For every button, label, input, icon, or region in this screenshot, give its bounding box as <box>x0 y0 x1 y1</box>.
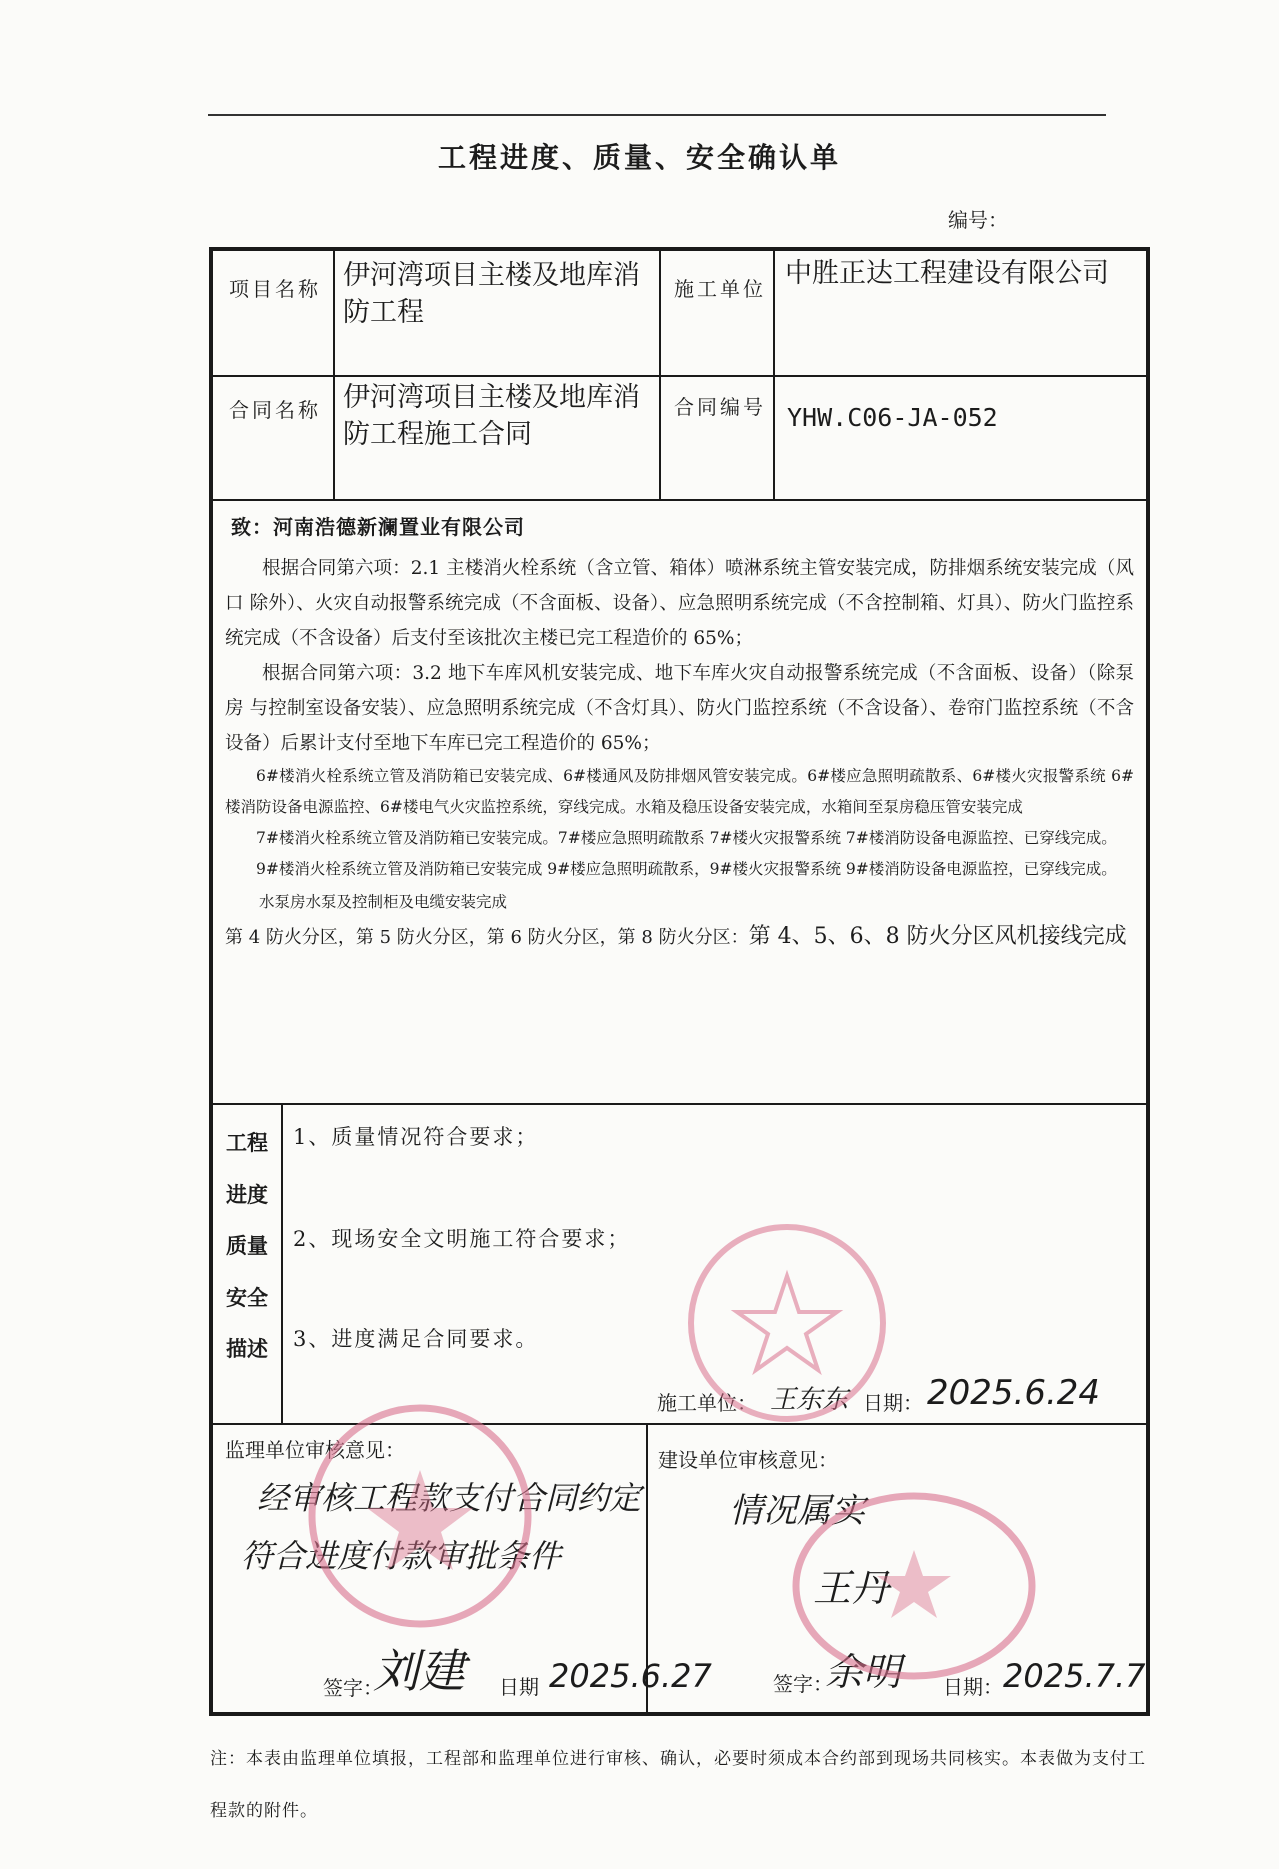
progress-item: 3、进度满足合同要求。 <box>293 1327 539 1351</box>
owner-sign-label: 签字： <box>773 1672 833 1696</box>
contractor-date-label: 日期： <box>863 1391 923 1415</box>
top-rule <box>208 114 1106 116</box>
document-title: 工程进度、质量、安全确认单 <box>437 141 841 174</box>
contract-number-label: 合同编号 <box>674 395 766 419</box>
description-label-char: 安全 <box>226 1284 268 1310</box>
contractor-sign-label: 施工单位： <box>657 1391 757 1415</box>
owner-opinion-label: 建设单位审核意见： <box>658 1448 838 1472</box>
fire-zone-fan-wiring: 第 4、5、6、8 防火分区风机接线完成 <box>748 924 1127 949</box>
grid-line <box>213 375 1146 377</box>
contract-number-value: YHW.C06-JA-052 <box>787 403 998 432</box>
clause-3-2-paragraph: 根据合同第六项：3.2 地下车库风机安装完成、地下车库火灾自动报警系统完成（不含面板、设备）（除泵房 与控制室设备安装）、应急照明系统完成（不含灯具）、防火门监控系统（不含设备）、卷帘门监控系统（不含设备）后累计支付至地下车库已完工程造价的 65%； <box>225 663 1134 754</box>
supervisor-date: 2025.6.27 <box>549 1657 712 1695</box>
description-label-char: 工程 <box>226 1130 268 1155</box>
grid-line <box>213 1103 1146 1105</box>
owner-comment: 情况属实 <box>729 1491 865 1531</box>
contract-name-label: 合同名称 <box>229 398 321 422</box>
contractor-date: 2025.6.24 <box>927 1373 1101 1413</box>
grid-line <box>213 499 1146 501</box>
safety-item: 2、现场安全文明施工符合要求； <box>293 1227 631 1251</box>
owner-signature: 余明 <box>825 1650 902 1694</box>
contractor-value: 中胜正达工程建设有限公司 <box>785 258 1109 289</box>
grid-line <box>659 251 661 499</box>
contract-name-value: 伊河湾项目主楼及地库消防工程施工合同 <box>343 382 640 450</box>
footer-note: 注：本表由监理单位填报，工程部和监理单位进行审核、确认，必要时须成本合约部到现场共同核实。本表做为支付工程款的附件。 <box>210 1749 1146 1821</box>
supervisor-sign-label: 签字： <box>323 1676 383 1700</box>
contractor-label: 施工单位 <box>674 277 766 301</box>
fire-zone-list: 第 4 防火分区，第 5 防火分区，第 6 防火分区，第 8 防火分区： <box>225 927 749 948</box>
description-label-char: 进度 <box>226 1181 268 1207</box>
progress-statement <box>225 551 1134 954</box>
building-6-paragraph: 6#楼消火栓系统立管及消防箱已安装完成、6#楼通风及防排烟风管安装完成。6#楼应急照明疏散系、6#楼火灾报警系统 6#楼消防设备电源监控、6#楼电气火灾监控系统，穿线完成。水箱及稳压设备安装完成，水箱间至泵房稳压管安装完成 <box>225 767 1134 816</box>
quality-item: 1、质量情况符合要求； <box>293 1125 539 1149</box>
supervisor-date-label: 日期 <box>499 1675 539 1699</box>
supervisor-comment-line: 符合进度付款审批条件 <box>241 1537 562 1575</box>
serial-number-label: 编号： <box>948 208 1008 232</box>
addressee: 致：河南浩德新澜置业有限公司 <box>231 515 525 539</box>
grid-line <box>213 1423 1146 1425</box>
building-9-paragraph: 9#楼消火栓系统立管及消防箱已安装完成 9#楼应急照明疏散系，9#楼火灾报警系统 9#楼消防设备电源监控，已穿线完成。 <box>256 860 1117 878</box>
project-name-label: 项目名称 <box>229 277 321 301</box>
owner-date: 2025.7.7 <box>1003 1657 1146 1695</box>
grid-line <box>333 251 335 499</box>
description-label-char: 质量 <box>226 1233 268 1258</box>
description-label <box>225 1117 269 1375</box>
pump-room-paragraph: 水泵房水泵及控制柜及电缆安装完成 <box>259 893 508 911</box>
owner-date-label: 日期： <box>943 1675 1003 1699</box>
supervisor-opinion-label: 监理单位审核意见： <box>225 1438 405 1462</box>
contractor-signature: 王东东 <box>770 1385 849 1415</box>
clause-2-1-paragraph: 根据合同第六项：2.1 主楼消火栓系统（含立管、箱体）喷淋系统主管安装完成，防排烟系统安装完成（风口 除外）、火灾自动报警系统完成（不含面板、设备）、应急照明系统完成（不含控制箱、灯具）、防火门监控系统完成（不含设备）后支付至该批次主楼已完工程造价的 65%； <box>225 558 1134 649</box>
grid-line <box>281 1103 283 1423</box>
grid-line <box>773 251 775 499</box>
description-label-char: 描述 <box>226 1336 268 1361</box>
supervisor-signature: 刘建 <box>373 1644 465 1698</box>
owner-second-signature: 王丹 <box>813 1566 890 1610</box>
project-name-value: 伊河湾项目主楼及地库消防工程 <box>343 260 640 328</box>
confirmation-form <box>209 247 1150 1716</box>
fire-zone-paragraph <box>225 920 1134 954</box>
building-7-paragraph: 7#楼消火栓系统立管及消防箱已安装完成。7#楼应急照明疏散系 7#楼火灾报警系统 7#楼消防设备电源监控、已穿线完成。 <box>256 829 1117 847</box>
supervisor-comment-line: 经审核工程款支付合同约定 <box>257 1479 642 1517</box>
